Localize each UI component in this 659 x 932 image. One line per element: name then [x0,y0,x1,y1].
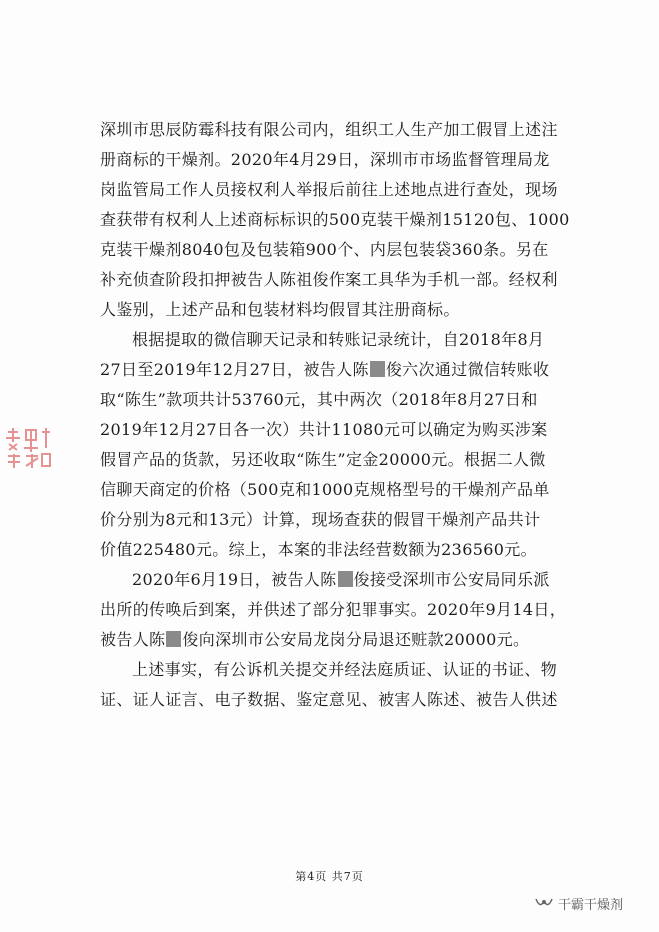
text-segment: 俊向深圳市公安局龙岗分局退还赃款20000元。 [182,630,530,649]
text-line [100,630,600,660]
redaction-mark [338,571,353,587]
text-line [100,570,600,600]
text-line: 价值225480元。综上，本案的非法经营数额为236560元。 [100,540,538,559]
text-segment: 27日至2019年12月27日，被告人陈 [100,360,369,379]
text-line: 取“陈生”款项共计53760元，其中两次（2018年8月27日和 [100,390,538,409]
text-line: 克装干燥剂8040包及包装箱900个、内层包装袋360条。另在 [100,240,549,259]
wechat-channel-icon [534,895,554,911]
text-segment: 俊六次通过微信转账收 [385,360,550,379]
text-line: 证、证人证言、电子数据、鉴定意见、被害人陈述、被告人供述 [100,690,558,709]
text-segment: 2020年6月19日，被告人陈 [132,570,337,589]
text-line: 补充侦查阶段扣押被告人陈祖俊作案工具华为手机一部。经权利 [100,270,558,289]
judgment-body-text [100,120,600,720]
text-line: 价分别为8元和13元）计算，现场查获的假冒干燥剂产品共计 [100,510,541,529]
text-line: 册商标的干燥剂。2020年4月29日，深圳市市场监督管理局龙 [100,150,550,169]
text-line: 深圳市思辰防霉科技有限公司内，组织工人生产加工假冒上述注 [100,120,558,139]
text-line: 岗监管局工作人员接权利人举报后前往上述地点进行查处，现场 [100,180,558,199]
text-line: 上述事实，有公诉机关提交并经法庭质证、认证的书证、物 [132,660,558,679]
text-line: 信聊天商定的价格（500克和1000克规格型号的干燥剂产品单 [100,480,550,499]
watermark-label: 干霸干燥剂 [558,897,624,913]
text-line: 假冒产品的货款，另还收取“陈生”定金20000元。根据二人微 [100,450,546,469]
page-number: 第4页 共7页 [295,870,364,883]
text-line [100,360,600,390]
text-line: 2019年12月27日各一次）共计11080元可以确定为购买涉案 [100,420,548,439]
text-line: 查获带有权利人上述商标标识的500克装干燥剂15120包、1000 [100,210,570,229]
text-line: 出所的传唤后到案，并供述了部分犯罪事实。2020年9月14日， [100,600,567,619]
red-seal-stamp [0,424,54,472]
text-segment: 被告人陈 [100,630,166,649]
text-segment: 俊接受深圳市公安局同乐派 [353,570,550,589]
account-watermark [534,892,623,914]
redaction-mark [166,631,181,647]
redaction-mark [370,361,385,377]
text-line: 人鉴别，上述产品和包装材料均假冒其注册商标。 [100,300,460,319]
text-line: 根据提取的微信聊天记录和转账记录统计，自2018年8月 [132,330,545,349]
